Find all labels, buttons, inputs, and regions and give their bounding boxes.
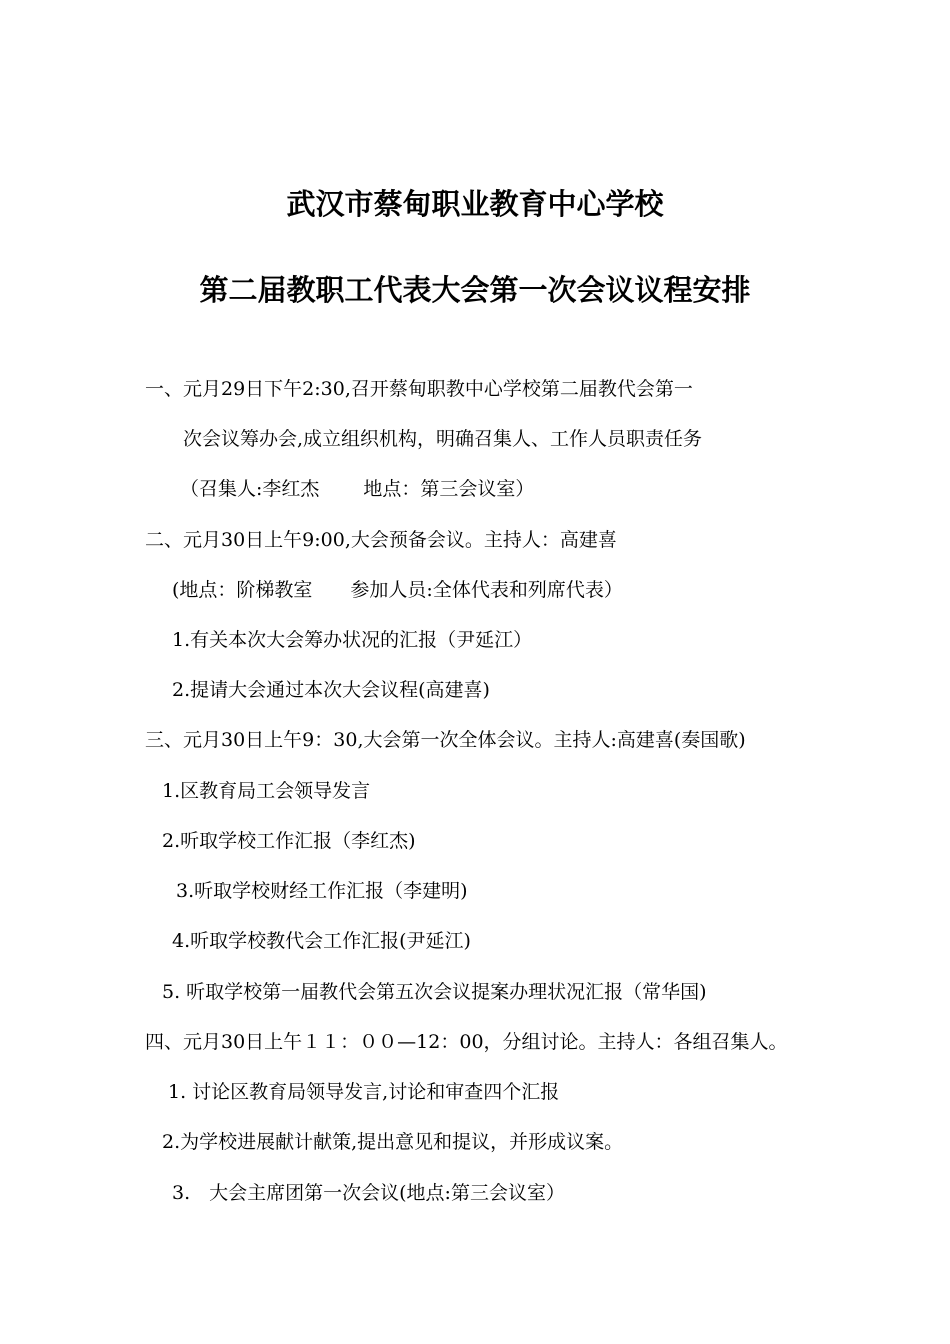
agenda-item-1-line-1: 一、元月29日下午2:30,召开蔡甸职教中心学校第二届教代会第一: [145, 378, 693, 400]
agenda-item-4-sub-3: 3. 大会主席团第一次会议(地点:第三会议室）: [172, 1182, 565, 1204]
agenda-item-4-sub-2: 2.为学校进展献计献策,提出意见和提议，并形成议案。: [162, 1131, 624, 1153]
agenda-item-1-line-3: [180, 476, 534, 502]
convener-text: （召集人:李红杰: [180, 478, 320, 500]
agenda-item-4-sub-1: 1. 讨论区教育局领导发言,讨论和审查四个汇报: [168, 1081, 560, 1103]
agenda-item-1-line-2: 次会议筹办会,成立组织机构，明确召集人、工作人员职责任务: [183, 428, 703, 450]
agenda-item-3-sub-4: 4.听取学校教代会工作汇报(尹延江): [172, 930, 471, 952]
agenda-item-2-sub-1: 1.有关本次大会筹办状况的汇报（尹延江）: [172, 629, 533, 651]
agenda-item-2-line-1: 二、元月30日上午9:00,大会预备会议。主持人：高建喜: [145, 529, 617, 551]
location-text: 地点：第三会议室）: [363, 478, 535, 500]
agenda-item-3-line-1: 三、元月30日上午9：30,大会第一次全体会议。主持人:高建喜(奏国歌): [145, 729, 746, 751]
participants-text: 参加人员:全体代表和列席代表）: [350, 579, 623, 601]
location-text: (地点：阶梯教室: [172, 579, 313, 601]
document-title-school: 武汉市蔡甸职业教育中心学校: [286, 187, 664, 221]
agenda-item-3-sub-5: 5. 听取学校第一届教代会第五次会议提案办理状况汇报（常华国): [162, 981, 707, 1003]
agenda-item-3-sub-3: 3.听取学校财经工作汇报（李建明): [176, 880, 468, 902]
agenda-item-3-sub-1: 1.区教育局工会领导发言: [162, 780, 371, 802]
agenda-item-3-sub-2: 2.听取学校工作汇报（李红杰): [162, 830, 416, 852]
agenda-item-2-line-2: [172, 577, 623, 603]
document-title-meeting: 第二届教职工代表大会第一次会议议程安排: [199, 273, 751, 307]
agenda-item-4-line-1: 四、元月30日上午１１：００—12：00，分组讨论。主持人：各组召集人。: [145, 1031, 788, 1053]
agenda-item-2-sub-2: 2.提请大会通过本次大会议程(高建喜): [172, 679, 490, 701]
